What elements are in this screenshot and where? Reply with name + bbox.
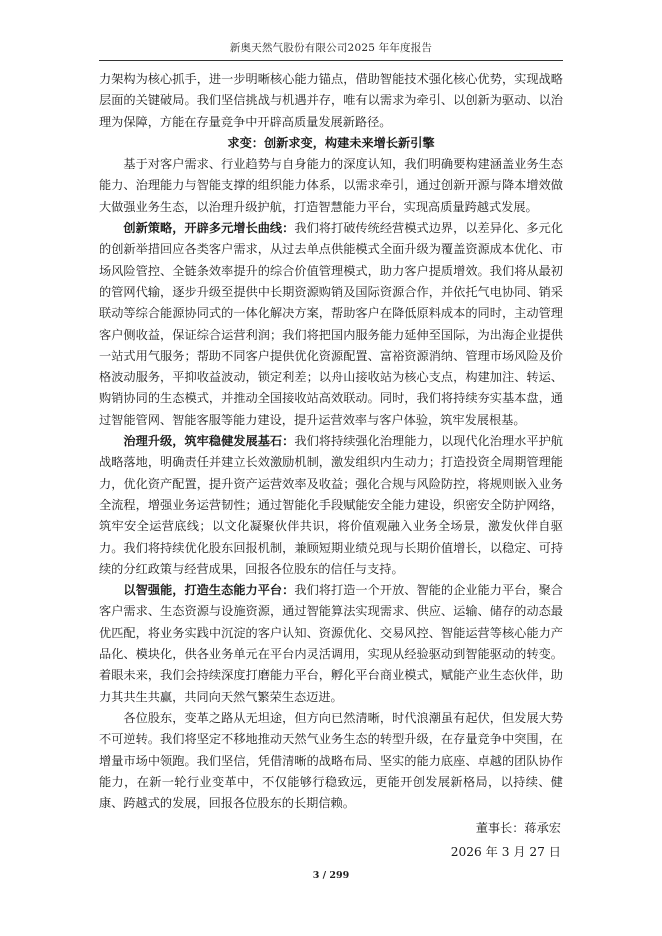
paragraph-innovation-strategy (99, 218, 563, 431)
paragraph-lead-innovation: 创新策略，开辟多元增长曲线： (123, 221, 295, 236)
paragraph-lead-platform: 以智强能，打造生态能力平台： (123, 583, 295, 598)
page-number: 3 / 299 (312, 870, 350, 881)
signature-date: 2026 年 3 月 27 日 (450, 844, 561, 859)
paragraph-text-governance: 我们将持续强化治理能力，以现代化治理水平护航战略落地，明确责任并建立长效激励机制，激发组织内生动力；打造投资全周期管理能力，优化资产配置，提升资产运营效率及收益；强化合规与风险防控，将规则嵌入业务全流程，增强业务运营韧性；通过智能化手段赋能安全能力建设，织密安全防护网络，筑牢安全运营底线；以文化凝聚伙伴共识，将价值观融入业务全场景，激发伙伴自驱力。我们将持续优化股东回报机制，兼顾短期业绩兑现与长期价值增长，以稳定、可持续的分红政策与经营成果，回报各位股东的信任与支持。 (99, 434, 563, 576)
paragraph-text-platform: 我们将打造一个开放、智能的企业能力平台，聚合客户需求、生态资源与设施资源，通过智能算法实现需求、供应、运输、储存的动态最优匹配，将业务实践中沉淀的客户认知、资源优化、交易风控、智能运营等核心能力产品化、模块化，供各业务单元在平台内灵活调用，实现从经验驱动到智能驱动的转变。着眼未来，我们会持续深度打磨能力平台，孵化平台商业模式，赋能产业生态伙伴，助力其共生共赢，共同向天然气繁荣生态迈进。 (99, 583, 563, 704)
header-divider (99, 60, 563, 61)
paragraph-closing: 各位股东，变革之路从无坦途，但方向已然清晰，时代浪潮虽有起伏，但发展大势不可逆转。我们将坚定不移地推动天然气业务生态的转型升级，在存量竞争中突围，在增量市场中领跑。我们坚信，凭借清晰的战略布局、坚实的能力底座、卓越的团队协作能力，在新一轮行业变革中，不仅能够行稳致远，更能开创发展新格局，以持续、健康、跨越式的发展，回报各位股东的长期信赖。 (99, 710, 563, 811)
paragraph-text-innovation: 我们将打破传统经营模式边界，以差异化、多元化的创新举措回应各类客户需求，从过去单点供能模式全面升级为覆盖资源成本优化、市场风险管控、全链条效率提升的综合价值管理模式，助力客户提质增效。我们将从最初的管网代输，逐步升级至提供中长期资源购销及国际资源合作，并依托气电协同、销采联动等综合能源协同式的一体化解决方案，帮助客户在降低原料成本的同时，主动管理客户侧收益，保证综合运营利润；我们将把国内服务能力延伸至国际，为出海企业提供一站式用气服务；帮助不同客户提供优化资源配置、富裕资源消纳、管理市场风险及价格波动服务，平抑收益波动，锁定利差；以舟山接收站为核心支点，构建加注、转运、购销协同的生态模式，并推动全国接收站高效联动。同时，我们将持续夯实基本盘，通过智能管网、智能客服等能力建设，提升运营效率与客户体验，筑牢发展根基。 (99, 221, 563, 427)
paragraph-lead-governance: 治理升级，筑牢稳健发展基石： (123, 434, 295, 449)
paragraph-governance (99, 431, 563, 580)
paragraph-platform (99, 580, 563, 708)
paragraph-intro: 基于对客户需求、行业趋势与自身能力的深度认知，我们明确要构建涵盖业务生态能力、治理能力与智能支撑的组织能力体系，以需求牵引，通过创新开源与降本增效做大做强业务生态，以治理升级护航，打造智慧能力平台，实现高质量跨越式发展。 (99, 157, 563, 214)
chairman-signature: 董事长：蒋承宏 (475, 821, 561, 836)
page-header: 新奥天然气股份有限公司2025 年年度报告 (229, 42, 433, 54)
document-body (99, 69, 563, 863)
paragraph-continuation: 力架构为核心抓手，进一步明晰核心能力锚点，借助智能技术强化核心优势，实现战略层面的关键破局。我们坚信挑战与机遇并存，唯有以需求为牵引、以创新为驱动、以治理为保障，方能在存量竞争中开辟高质量发展新路径。 (99, 72, 563, 129)
section-heading: 求变：创新求变，构建未来增长新引擎 (227, 135, 435, 150)
